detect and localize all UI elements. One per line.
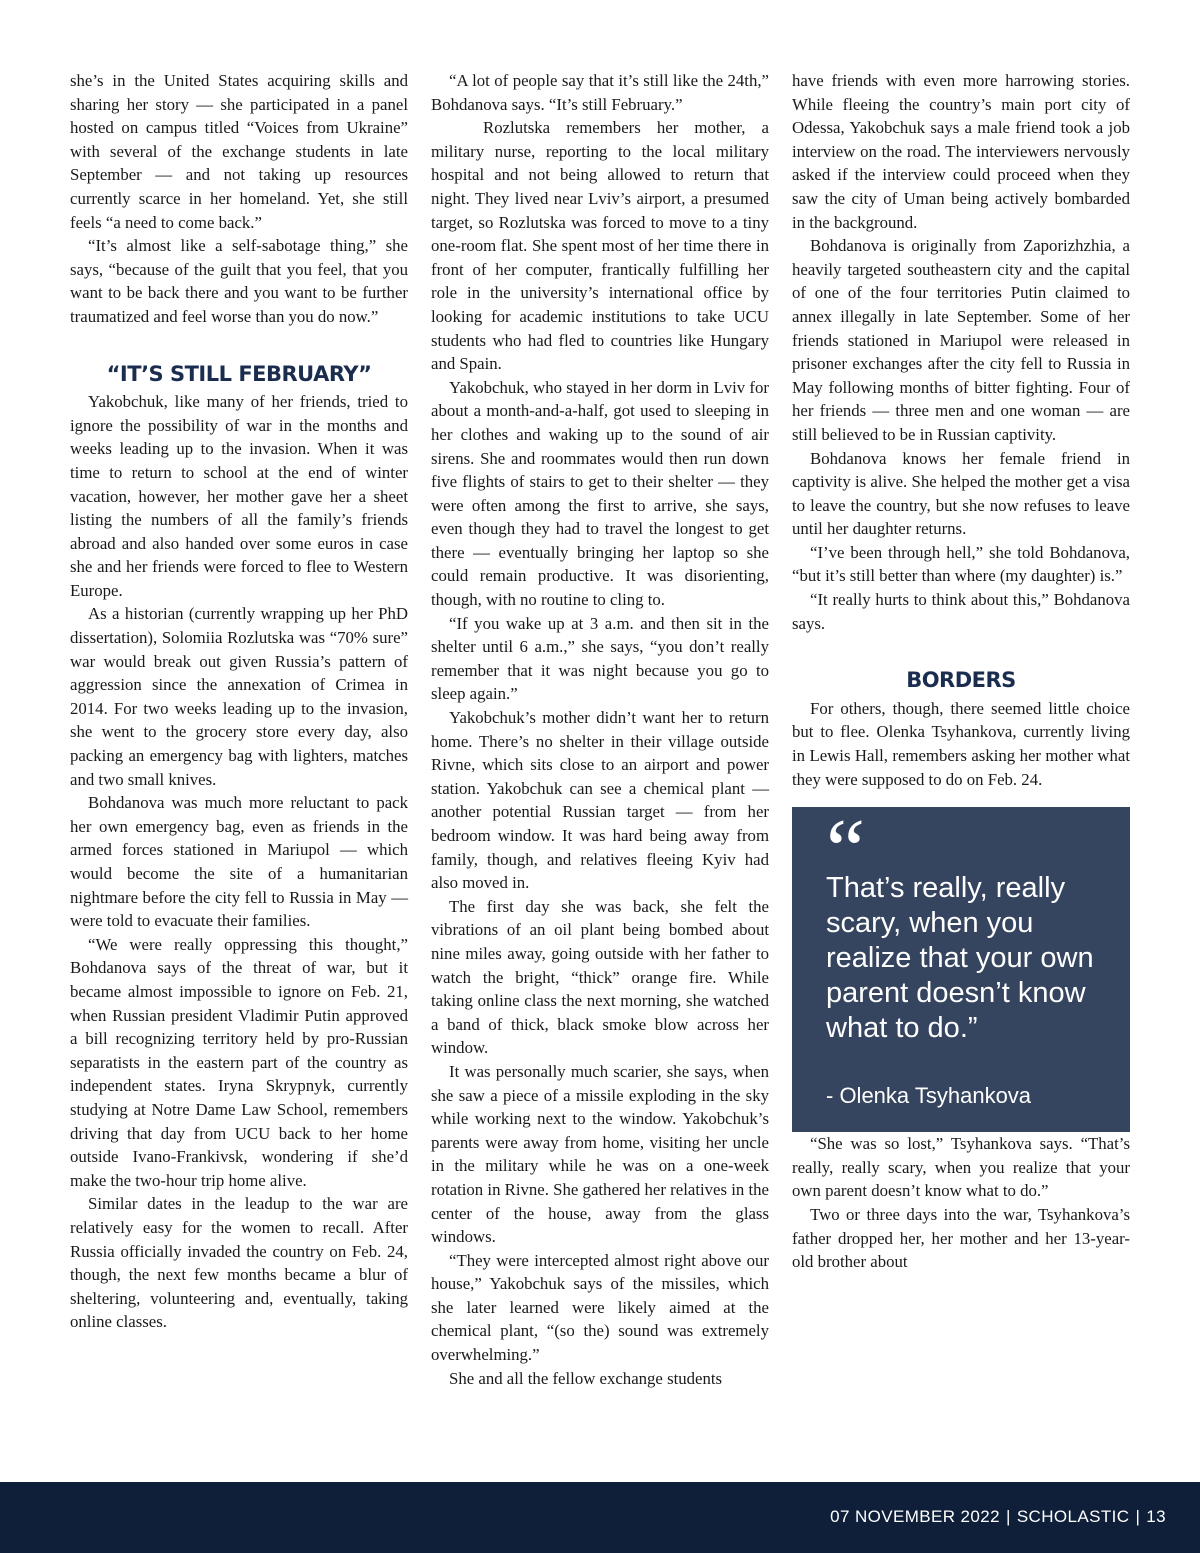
paragraph: The first day she was back, she felt the vibrations of an oil plant being bombed about nine miles away, going outside with her father to watch the bright, “thick” orange fire. While taking online class the next morning, she watched a band of thick, black smoke blow across her window.: [431, 896, 769, 1058]
paragraph: “She was so lost,” Tsyhankova says. “That’s really, really scary, when you realize that your own parent doesn’t know what to do.”: [792, 1134, 1130, 1201]
paragraph: Bohdanova was much more reluctant to pack her own emergency bag, even as friends in the armed forces stationed in Mariupol — which would become the site of a humanitarian nightmare before the city fell to Russia in May — were told to evacuate their families.: [70, 793, 408, 931]
paragraph: she’s in the United States acquiring skills and sharing her story — she participated in a panel hosted on campus titled “Voices from Ukraine” with several of the exchange students in late September — and not taking up resources currently scarce in her homeland. Yet, she still feels “a need to come back.”: [70, 71, 408, 232]
quote-mark-icon: “: [826, 802, 866, 900]
paragraph: “They were intercepted almost right above our house,” Yakobchuk says of the missiles, which she later learned were likely aimed at the chemical plant, “(so the) sound was extremely overwhelming.”: [431, 1250, 769, 1365]
paragraph: “I’ve been through hell,” she told Bohdanova, “but it’s still better than where (my daughter) is.”: [792, 542, 1130, 586]
issue-date: 07 NOVEMBER 2022: [830, 1507, 1000, 1526]
pull-quote-attribution: - Olenka Tsyhankova: [826, 1083, 1032, 1109]
pull-quote: [792, 802, 1130, 1132]
paragraph: Rozlutska remembers her mother, a military nurse, reporting to the local military hospital and not being allowed to return that night. They lived near Lviv’s airport, a presumed target, so Rozlutska was forced to move to a tiny one-room flat. She spent most of her time there in front of her computer, frantically fulfilling her role in the university’s international office by looking for academic institutions to take UCU students who had fled to countries like Hungary and Spain.: [431, 118, 769, 374]
paragraph: As a historian (currently wrapping up her PhD dissertation), Solomiia Rozlutska was “70% sure” war would break out given Russia’s pattern of aggression since the annexation of Crimea in 2014. For two weeks leading up to the invasion, she went to the grocery store every day, also packing an emergency bag with lighters, matches and two small knives.: [70, 604, 408, 789]
paragraph: Yakobchuk, like many of her friends, tried to ignore the possibility of war in the months and weeks leading up to the invasion. When it was time to return to school at the end of winter vacation, however, her mother gave her a sheet listing the numbers of all the family’s friends abroad and also handed over some euros in case she and her friends were forced to flee to Western Europe.: [70, 392, 408, 600]
paragraph: “It’s almost like a self-sabotage thing,” she says, “because of the guilt that you feel, that you want to be back there and you want to be further traumatized and feel worse than you do now.”: [70, 236, 408, 326]
paragraph: Yakobchuk’s mother didn’t want her to return home. There’s no shelter in their village outside Rivne, which sits close to an airport and power station. Yakobchuk can see a chemical plant — another potential Russian target — from her bedroom window. It was hard being away from family, though, and relatives fleeing Kyiv had also moved in.: [431, 708, 769, 893]
footer-divider: |: [1005, 1507, 1011, 1526]
footer-divider: |: [1135, 1507, 1141, 1526]
footer-text: [830, 1507, 1166, 1527]
article-column-1: [70, 69, 408, 1334]
paragraph: Bohdanova knows her female friend in captivity is alive. She helped the mother get a visa to leave the country, but she now refuses to leave until her daughter returns.: [792, 448, 1130, 539]
page-footer: [0, 1482, 1200, 1553]
paragraph: Two or three days into the war, Tsyhankova’s father dropped her, her mother and her 13-year-old brother about: [792, 1205, 1130, 1272]
paragraph: “It really hurts to think about this,” Bohdanova says.: [792, 590, 1130, 633]
paragraph: have friends with even more harrowing stories. While fleeing the country’s main port city of Odessa, Yakobchuk says a male friend took a job interview on the road. The interviewers nervously asked if the interview could proceed when they saw the city of Uman being actively bombarded in the background.: [792, 71, 1130, 232]
paragraph: “If you wake up at 3 a.m. and then sit in the shelter until 6 a.m.,” she says, “you don’t really remember that it was night because you go to sleep again.”: [431, 613, 769, 704]
pull-quote-text: That’s really, really scary, when you realize that your own parent doesn’t know what to do.”: [826, 872, 1094, 1045]
section-heading-still-february: “IT’S STILL FEBRUARY”: [106, 361, 372, 386]
paragraph: Yakobchuk, who stayed in her dorm in Lviv for about a month-and-a-half, got used to sleeping in her clothes and waking up to the sound of air sirens. She and roommates would then run down five flights of stairs to get to their shelter — they were often among the first to arrive, she says, even though they had to travel the longest to get there — eventually bringing her laptop so she could remain productive. It was disorienting, though, with no routine to cling to.: [431, 377, 769, 610]
article-column-2: [431, 69, 769, 1390]
paragraph: “A lot of people say that it’s still like the 24th,” Bohdanova says. “It’s still February.”: [431, 71, 769, 114]
paragraph: It was personally much scarier, she says, when she saw a piece of a missile exploding in the sky while working next to the window. Yakobchuk’s parents were away from home, visiting her uncle in the military while he was on a one-week rotation in Rivne. She gathered her relatives in the center of the house, away from the glass windows.: [431, 1061, 769, 1247]
paragraph: She and all the fellow exchange students: [449, 1368, 723, 1388]
article-column-3: [792, 69, 1130, 1274]
paragraph: For others, though, there seemed little choice but to flee. Olenka Tsyhankova, currently living in Lewis Hall, remembers asking her mother what they were supposed to do on Feb. 24.: [792, 698, 1130, 789]
publication-name: SCHOLASTIC: [1016, 1507, 1130, 1526]
page-number: 13: [1146, 1507, 1166, 1526]
paragraph: “We were really oppressing this thought,” Bohdanova says of the threat of war, but it became almost impossible to ignore on Feb. 21, when Russian president Vladimir Putin approved a bill recognizing territory held by pro-Russian separatists in the eastern part of the country as independent states. Iryna Skrypnyk, currently studying at Notre Dame Law School, remembers driving that day from UCU back to her home outside Ivano-Frankivsk, wondering if she’d make the two-hour trip home alive.: [70, 934, 408, 1190]
paragraph: Similar dates in the leadup to the war are relatively easy for the women to recall. After Russia officially invaded the country on Feb. 24, though, the next few months became a blur of sheltering, volunteering and, eventually, taking online classes.: [70, 1194, 408, 1332]
section-heading-borders: BORDERS: [906, 668, 1016, 693]
paragraph: Bohdanova is originally from Zaporizhzhia, a heavily targeted southeastern city and the capital of one of the four territories Putin claimed to annex illegally in late September. Some of her friends stationed in Mariupol were released in prisoner exchanges after the city fell to Russia in May following months of bitter fighting. Four of her friends — three men and one woman — are still believed to be in Russian captivity.: [792, 236, 1130, 444]
